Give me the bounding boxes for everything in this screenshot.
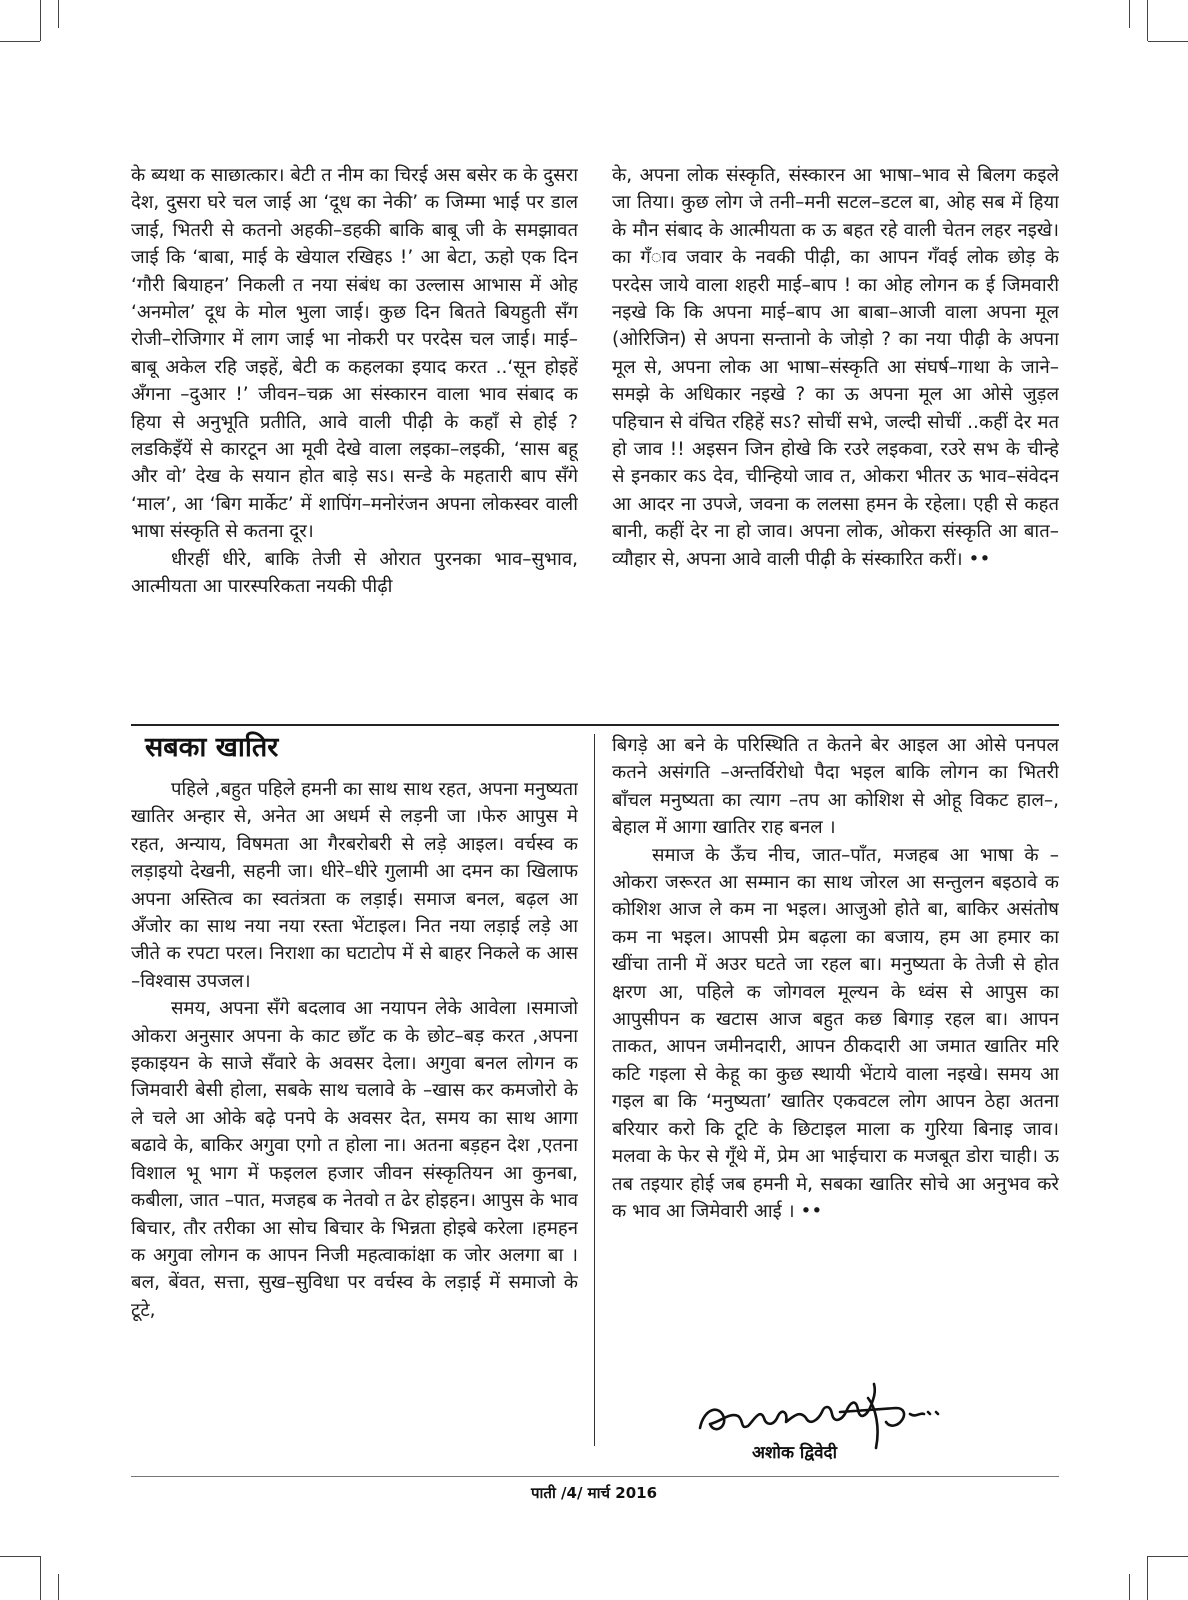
paragraph: धीरहीं धीरे, बाकि तेजी से ओरात पुरनका भाव–सुभाव, आत्मीयता आ पारस्परिकता नयकी पीढ़ी [131, 548, 578, 598]
author-name: अशोक द्विवेदी [752, 1443, 837, 1463]
crop-mark [1147, 0, 1148, 41]
paragraph: बिगड़े आ बने के परिस्थिति त केतने बेर आइल आ ओसे पनपल कतने असंगति –अन्तर्विरोधो पैदा भइल बाकि लोगन का भितरी बाँचल मनुष्यता का त्याग –तप आ कोशिश से ओहू विकट हाल–, बेहाल में आगा खातिर राह बनल । [612, 735, 1059, 839]
crop-mark [1129, 0, 1130, 28]
crop-mark [1147, 1556, 1148, 1600]
paragraph: समाज के ऊँच नीच, जात–पाँत, मजहब आ भाषा के – ओकरा जरूरत आ सम्मान का साथ जोरल आ सन्तुलन बइठावे क कोशिश आज ले कम ना भइल। आजुओ होते बा, बाकिर असंतोष कम ना भइल। आपसी प्रेम बढ़ला का बजाय, हम आ हमार का खींचा तानी में अउर घटते जा रहल बा। मनुष्यता के तेजी से होत क्षरण आ, पहिले क जोगवल मूल्यन के ध्वंस से आपुस का आपुसीपन क खटास आज बहुत कछ बिगाड़ रहल बा। आपन ताकत, आपन जमीनदारी, आपन ठीकदारी आ जमात खातिर मरि कटि गइला से केहू का कुछ स्थायी भेंटाये वाला नइखे। समय आ गइल बा कि ‘मनुष्यता’ खातिर एकवटल लोग आपन ठेहा अतना बरियार करो कि टूटि के छिटाइल माला क गुरिया बिनाइ जाव। मलवा के फेर से गूँथे में, प्रेम आ भाईचारा क मजबूत डोरा चाही। ऊ तब तइयार होई जब हमनी मे, सबका खातिर सोचे आ अनुभव करे क भाव आ जिमेवारी आई । •• [612, 844, 1059, 1222]
paragraph: पहिले ,बहुत पहिले हमनी का साथ साथ रहत, अपना मनुष्यता खातिर अन्हार से, अनेत आ अधर्म से लड़नी जा ।फेरु आपुस मे रहत, अन्याय, विषमता आ गैरबरोबरी से लड़े आइल। वर्चस्व क लड़ाइयो देखनी, सहनी जा। धीरे–धीरे गुलामी आ दमन का खिलाफ अपना अस्तित्व का स्वतंत्रता क लड़ाई। समाज बनल, बढ़ल आ अँजोर का साथ नया नया रस्ता भेंटाइल। नित नया लड़ाई लड़े आ जीते क रपटा परल। निराशा का घटाटोप में से बाहर निकले क आस –विश्वास उपजल। [131, 779, 578, 992]
crop-mark [40, 1556, 41, 1600]
section-divider [131, 724, 1059, 726]
editorial-column-right [612, 732, 1059, 1362]
paragraph: के, अपना लोक संस्कृति, संस्कारन आ भाषा–भाव से बिलग कइले जा तिया। कुछ लोग जे तनी–मनी सटल–डटल बा, ओह सब में हिया के मौन संबाद के आत्मीयता क ऊ बहत रहे वाली चेतन लहर नइखे। का गँाव जवार के नवकी पीढ़ी, का आपन गँवई लोक छोड़ के परदेस जाये वाला शहरी माई–बाप ! का ओह लोगन क ई जिमवारी नइखे कि कि अपना माई–बाप आ बाबा–आजी वाला अपना मूल (ओरिजिन) से अपना सन्तानो के जोड़ो ? का नया पीढ़ी के अपना मूल से, अपना लोक आ भाषा–संस्कृति आ संघर्ष–गाथा के जाने–समझे के अधिकार नइखे ? का ऊ अपना मूल आ ओसे जुड़ल पहिचान से वंचित रहिहें सऽ? सोचीं सभे, जल्दी सोचीं ..कहीं देर मत हो जाव !! अइसन जिन होखे कि रउरे लइकवा, रउरे सभ के चीन्हे से इनकार कऽ देव, चीन्हियो जाव त, ओकरा भीतर ऊ भाव–संवेदन आ आदर ना उपजे, जवना क ललसा हमन के रहेला। एही से कहत बानी, कहीं देर ना हो जाव। अपना लोक, ओकरा संस्कृति आ बात–व्यौहार से, अपना आवे वाली पीढ़ी के संस्कारित करीं। •• [612, 165, 1059, 570]
article-column-top-left [131, 162, 578, 715]
crop-mark [58, 0, 59, 28]
crop-mark [40, 0, 41, 41]
section-title: सबका खातिर [145, 732, 279, 763]
footer-divider [131, 1476, 1059, 1477]
crop-mark [1148, 1556, 1188, 1557]
paragraph: के ब्यथा क साछात्कार। बेटी त नीम का चिरई अस बसेर क के दुसरा देश, दुसरा घरे चल जाई आ ‘दूध का नेकी’ क जिम्मा भाई पर डाल जाई, भितरी से कतनो अहकी–डहकी बाकि बाबू जी के समझावत जाई कि ‘बाबा, माई के खेयाल रखिहऽ !’ आ बेटा, ऊहो एक दिन ‘गौरी बियाहन’ निकली त नया संबंध का उल्लास आभास में ओह ‘अनमोल’ दूध के मोल भुला जाई। कुछ दिन बितते बियहुती सँग रोजी–रोजिगार में लाग जाई भा नोकरी पर परदेस चल जाई। माई–बाबू अकेल रहि जइहें, बेटी क कहलका इयाद करत ..‘सून होइहें अँगना –दुआर !’ जीवन–चक्र आ संस्कारन वाला भाव संबाद क हिया से अनुभूति प्रतीति, आवे वाली पीढ़ी के कहाँ से होई ? लडकिइँयें से कारटून आ मूवी देखे वाला लइका–लइकी, ‘सास बहू और वो’ देख के सयान होत बाड़े सऽ। सन्डे के महतारी बाप सँगे ‘माल’, आ ‘बिग मार्केट’ में शापिंग–मनोरंजन अपना लोकस्वर वाली भाषा संस्कृति से कतना दूर। [131, 165, 578, 543]
article-column-top-right [612, 162, 1059, 715]
crop-mark [1148, 41, 1188, 42]
crop-mark [0, 41, 40, 42]
paragraph: समय, अपना सँगे बदलाव आ नयापन लेके आवेला ।समाजो ओकरा अनुसार अपना के काट छाँट क के छोट–बड़ करत ,अपना इकाइयन के साजे सँवारे के अवसर देला। अगुवा बनल लोगन क जिमवारी बेसी होला, सबके साथ चलावे के –खास कर कमजोरो के ले चले आ ओके बढ़े पनपे के अवसर देत, समय का साथ आगा बढावे के, बाकिर अगुवा एगो त होला ना। अतना बड़हन देश ,एतना विशाल भू भाग में फइलल हजार जीवन संस्कृतियन आ कुनबा, कबीला, जात –पात, मजहब क नेतवो त ढेर होइहन। आपुस के भाव बिचार, तौर तरीका आ सोच बिचार के भिन्नता होइबे करेला ।हमहन क अगुवा लोगन क आपन निजी महत्वाकांक्षा क जोर अलगा बा ।बल, बेंवत, सत्ता, सुख–सुविधा पर वर्चस्व के लड़ाई में समाजो के टूटे, [131, 998, 578, 1321]
page-footer: पाती /4/ मार्च 2016 [530, 1484, 658, 1502]
crop-mark [0, 1556, 40, 1557]
editorial-column-left [131, 776, 578, 1466]
crop-mark [1129, 1574, 1130, 1600]
column-divider [594, 734, 595, 1446]
crop-mark [58, 1574, 59, 1600]
